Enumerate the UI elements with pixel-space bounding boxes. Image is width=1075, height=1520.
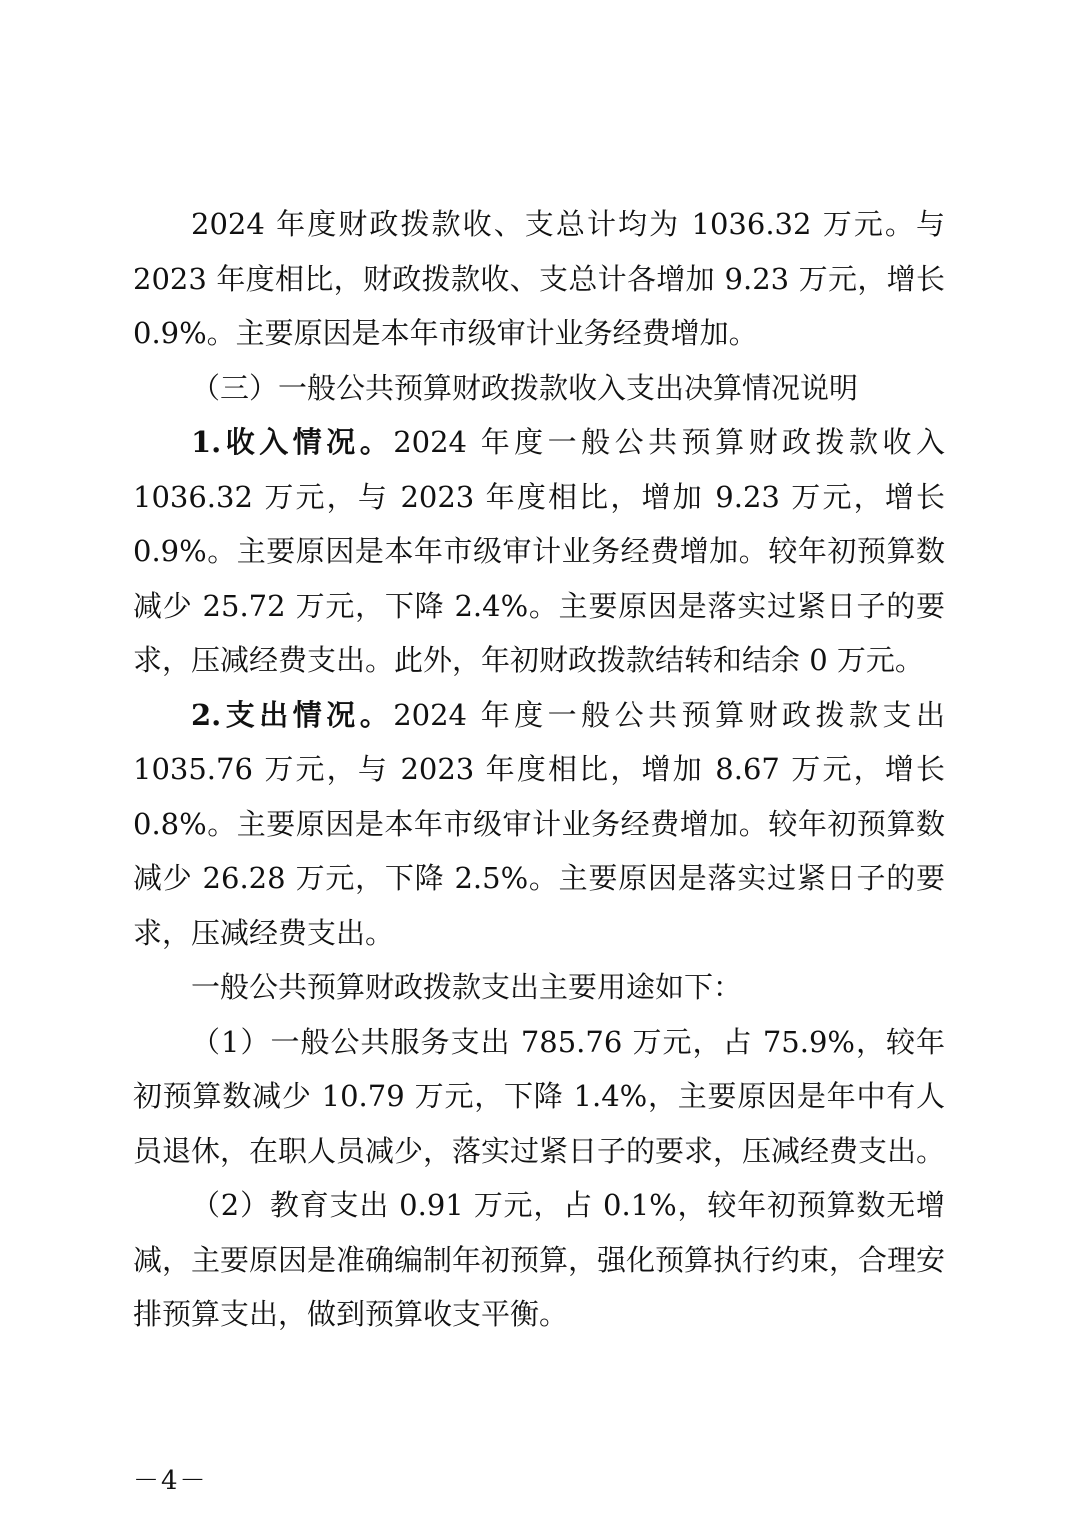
paragraph-text: 2024 年度一般公共预算财政拨款收入 1036.32 万元，与 2023 年度相比，增加 9.23 万元，增长 0.9%。主要原因是本年市级审计业务经费增加。较年初预算数减少 25.72 万元，下降 2.4%。主要原因是落实过紧日子的要求，压减经费支出。此外，年初财政拨款结转和结余 0 万元。 [133,425,945,677]
document-body [133,197,945,1342]
paragraph-income [133,415,945,688]
section-heading-3 [133,361,945,416]
paragraph-total-summary [133,197,945,361]
paragraph-text: （1）一般公共服务支出 785.76 万元，占 75.9%，较年初预算数减少 10.79 万元，下降 1.4%，主要原因是年中有人员退休，在职人员减少，落实过紧日子的要求，压减经费支出。 [133,1024,946,1168]
paragraph-item-1 [133,1015,945,1179]
section-heading-text: （三）一般公共预算财政拨款收入支出决算情况说明 [191,370,859,405]
paragraph-text: 2024 年度财政拨款收、支总计均为 1036.32 万元。与 2023 年度相比，财政拨款收、支总计各增加 9.23 万元，增长 0.9%。主要原因是本年市级审计业务经费增加。 [133,207,945,350]
paragraph-expenditure [133,688,945,961]
paragraph-text: （2）教育支出 0.91 万元，占 0.1%，较年初预算数无增减，主要原因是准确编制年初预算，强化预算执行约束，合理安排预算支出，做到预算收支平衡。 [133,1188,946,1331]
paragraph-main-uses [133,960,945,1015]
paragraph-item-2 [133,1178,945,1342]
paragraph-lead: 1.收入情况。 [191,425,394,459]
page-number: －4－ [133,1466,208,1496]
paragraph-lead: 2.支出情况。 [191,697,394,732]
paragraph-text: 2024 年度一般公共预算财政拨款支出 1035.76 万元，与 2023 年度相比，增加 8.67 万元，增长 0.8%。主要原因是本年市级审计业务经费增加。较年初预算数减少 26.28 万元，下降 2.5%。主要原因是落实过紧日子的要求，压减经费支出。 [133,697,945,950]
paragraph-text: 一般公共预算财政拨款支出主要用途如下： [191,970,743,1004]
